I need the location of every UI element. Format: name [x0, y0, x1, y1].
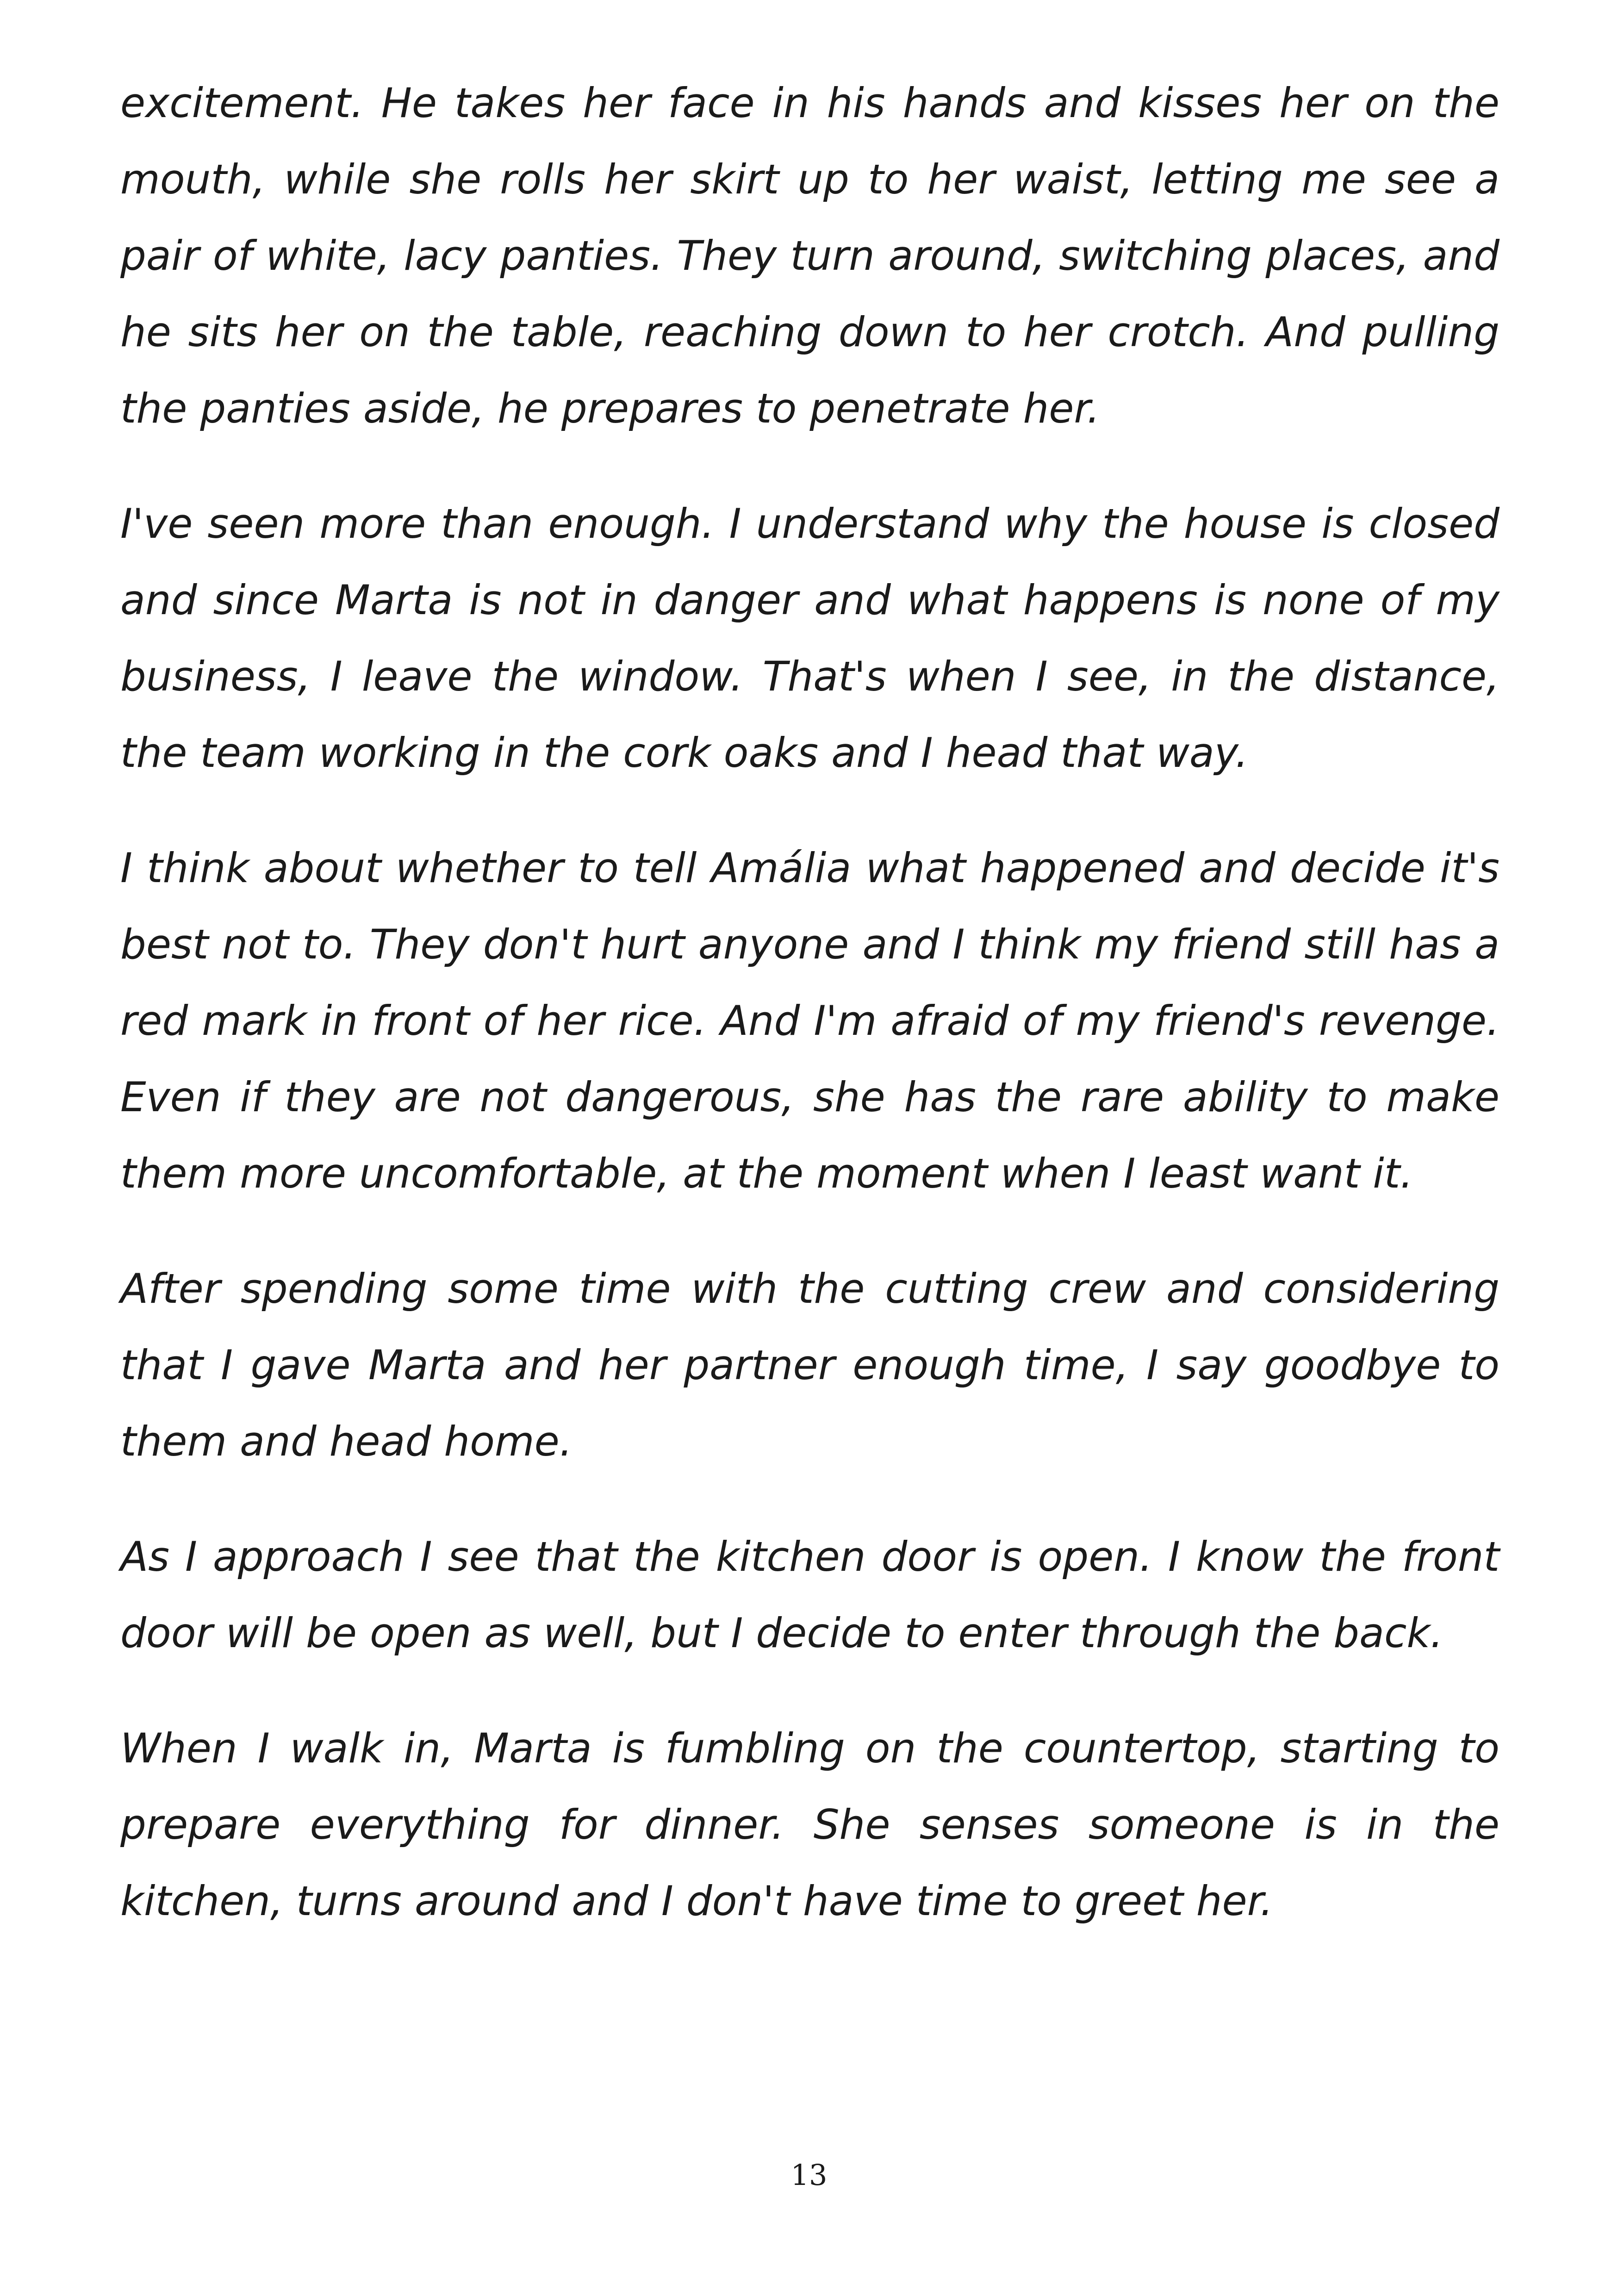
- page-number: 13: [790, 2158, 828, 2192]
- body-text: [120, 65, 1500, 1978]
- paragraph-4: After spending some time with the cutting crew and considering that I gave Marta and her partner enough time, I say goodbye to them and head home.: [120, 1265, 1500, 1465]
- paragraph-2: I've seen more than enough. I understand why the house is closed and since Marta is not in danger and what happens is none of my business, I leave the window. That's when I see, in the distance, the team working in the cork oaks and I head that way.: [120, 500, 1500, 777]
- paragraph-5: As I approach I see that the kitchen door is open. I know the front door will be open as well, but I decide to enter through the back.: [120, 1533, 1500, 1657]
- paragraph-6: When I walk in, Marta is fumbling on the countertop, starting to prepare everything for dinner. She senses someone is in the kitchen, turns around and I don't have time to greet her.: [120, 1724, 1500, 1925]
- paragraph-3: I think about whether to tell Amália what happened and decide it's best not to. They don't hurt anyone and I think my friend still has a red mark in front of her rice. And I'm afraid of my friend's revenge. Even if they are not dangerous, she has the rare ability to make them more uncomfortable, at the moment when I least want it.: [120, 844, 1500, 1197]
- paragraph-1: excitement. He takes her face in his hands and kisses her on the mouth, while she rolls her skirt up to her waist, letting me see a pair of white, lacy panties. They turn around, switching places, and he sits her on the table, reaching down to her crotch. And pulling the panties aside, he prepares to penetrate her.: [120, 79, 1500, 432]
